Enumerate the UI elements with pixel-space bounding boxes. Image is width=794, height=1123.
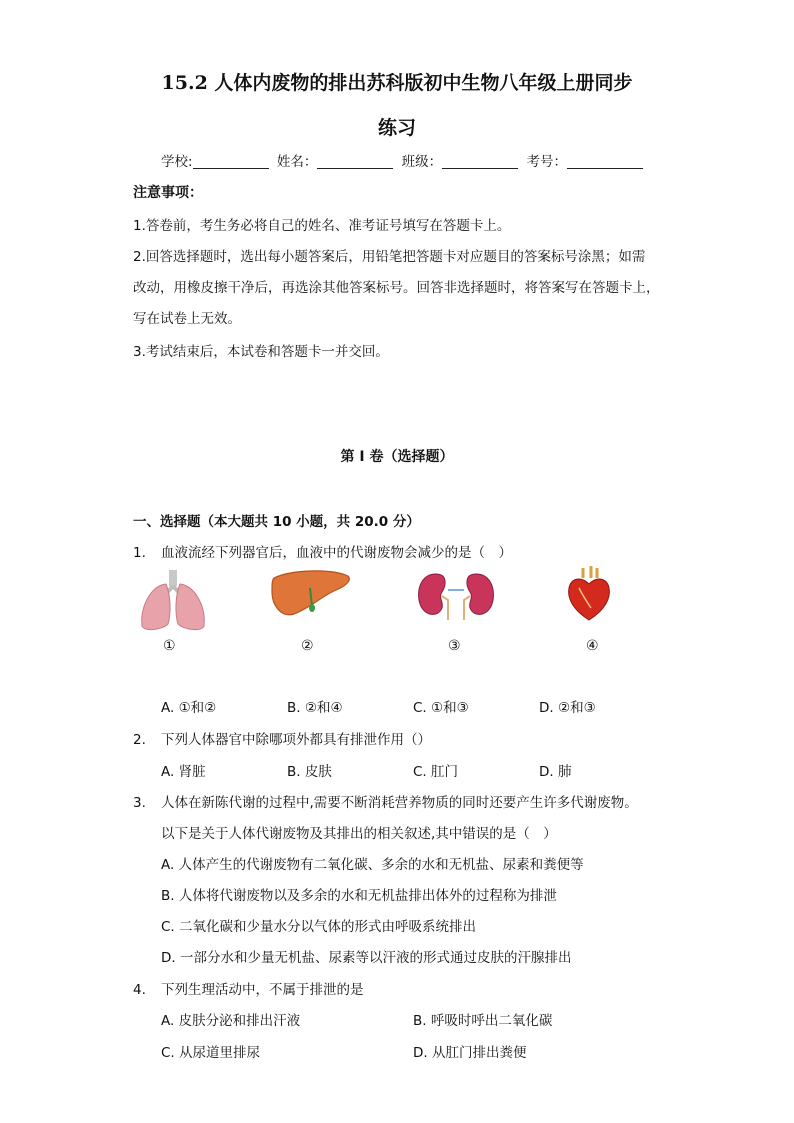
image-label-1: ①	[163, 638, 176, 654]
q2-option-d[interactable]: D. 肺	[539, 764, 572, 780]
q2-option-a[interactable]: A. 肾脏	[161, 764, 206, 780]
q1-option-a[interactable]: A. ①和②	[161, 700, 217, 716]
question-3	[133, 791, 638, 811]
section-title: 第 I 卷（选择题）	[340, 449, 454, 465]
part-title: 一、选择题（本大题共 10 小题，共 20.0 分）	[133, 514, 420, 530]
question-3-stem-line2: 以下是关于人体代谢废物及其排出的相关叙述,其中错误的是（ ）	[161, 826, 557, 842]
student-info-row	[161, 150, 647, 170]
question-number: 3.	[133, 795, 146, 811]
image-label-2: ②	[301, 638, 314, 654]
question-4	[133, 978, 364, 998]
q2-option-b[interactable]: B. 皮肤	[287, 764, 332, 780]
q4-option-a[interactable]: A. 皮肤分泌和排出汗液	[161, 1013, 301, 1029]
question-number: 2.	[133, 732, 146, 748]
q4-option-c[interactable]: C. 从尿道里排尿	[161, 1045, 261, 1061]
class-blank[interactable]	[442, 154, 518, 169]
question-stem: 下列人体器官中除哪项外都具有排泄作用（）	[161, 732, 431, 748]
image-label-3: ③	[448, 638, 461, 654]
notes-line-3: 3.考试结束后，本试卷和答题卡一并交回。	[133, 344, 389, 360]
notes-line-2b: 改动，用橡皮擦干净后，再选涂其他答案标号。回答非选择题时，将答案写在答题卡上，	[133, 280, 660, 296]
name-label: 姓名：	[276, 154, 318, 170]
notes-line-2c: 写在试卷上无效。	[133, 311, 241, 327]
image-label-4: ④	[586, 638, 599, 654]
q4-option-b[interactable]: B. 呼吸时呼出二氧化碳	[413, 1013, 553, 1029]
class-label: 班级：	[401, 154, 443, 170]
q4-option-d[interactable]: D. 从肛门排出粪便	[413, 1045, 527, 1061]
notes-line-2a: 2.回答选择题时，选出每小题答案后，用铅笔把答题卡对应题目的答案标号涂黑；如需	[133, 249, 646, 265]
kidney-image	[414, 570, 498, 622]
question-number: 1.	[133, 545, 146, 561]
q1-option-d[interactable]: D. ②和③	[539, 700, 596, 716]
q2-option-c[interactable]: C. 肛门	[413, 764, 459, 780]
notes-heading: 注意事项：	[133, 185, 203, 201]
question-stem: 下列生理活动中，不属于排泄的是	[161, 982, 364, 998]
page-title-line1: 15.2 人体内废物的排出苏科版初中生物八年级上册同步	[161, 72, 633, 94]
q3-option-a[interactable]: A. 人体产生的代谢废物有二氧化碳、多余的水和无机盐、尿素和粪便等	[161, 857, 584, 873]
q3-option-c[interactable]: C. 二氧化碳和少量水分以气体的形式由呼吸系统排出	[161, 919, 477, 935]
lung-image	[138, 570, 208, 632]
name-blank[interactable]	[317, 154, 393, 169]
page-title-line2: 练习	[377, 117, 416, 139]
q1-option-b[interactable]: B. ②和④	[287, 700, 343, 716]
q3-option-b[interactable]: B. 人体将代谢废物以及多余的水和无机盐排出体外的过程称为排泄	[161, 888, 557, 904]
school-blank[interactable]	[193, 154, 269, 169]
school-label: 学校:	[161, 154, 193, 170]
heart-image	[565, 566, 613, 622]
q3-option-d[interactable]: D. 一部分水和少量无机盐、尿素等以汗液的形式通过皮肤的汗腺排出	[161, 950, 572, 966]
notes-line-1: 1.答卷前，考生务必将自己的姓名、准考证号填写在答题卡上。	[133, 218, 511, 234]
liver-image	[270, 568, 352, 618]
q1-option-c[interactable]: C. ①和③	[413, 700, 469, 716]
number-blank[interactable]	[567, 154, 643, 169]
question-1	[133, 541, 512, 561]
question-2	[133, 728, 431, 748]
number-label: 考号：	[526, 154, 567, 170]
question-stem: 血液流经下列器官后，血液中的代谢废物会减少的是（ ）	[161, 545, 512, 561]
question-number: 4.	[133, 982, 146, 998]
question-stem: 人体在新陈代谢的过程中,需要不断消耗营养物质的同时还要产生许多代谢废物。	[161, 795, 638, 811]
